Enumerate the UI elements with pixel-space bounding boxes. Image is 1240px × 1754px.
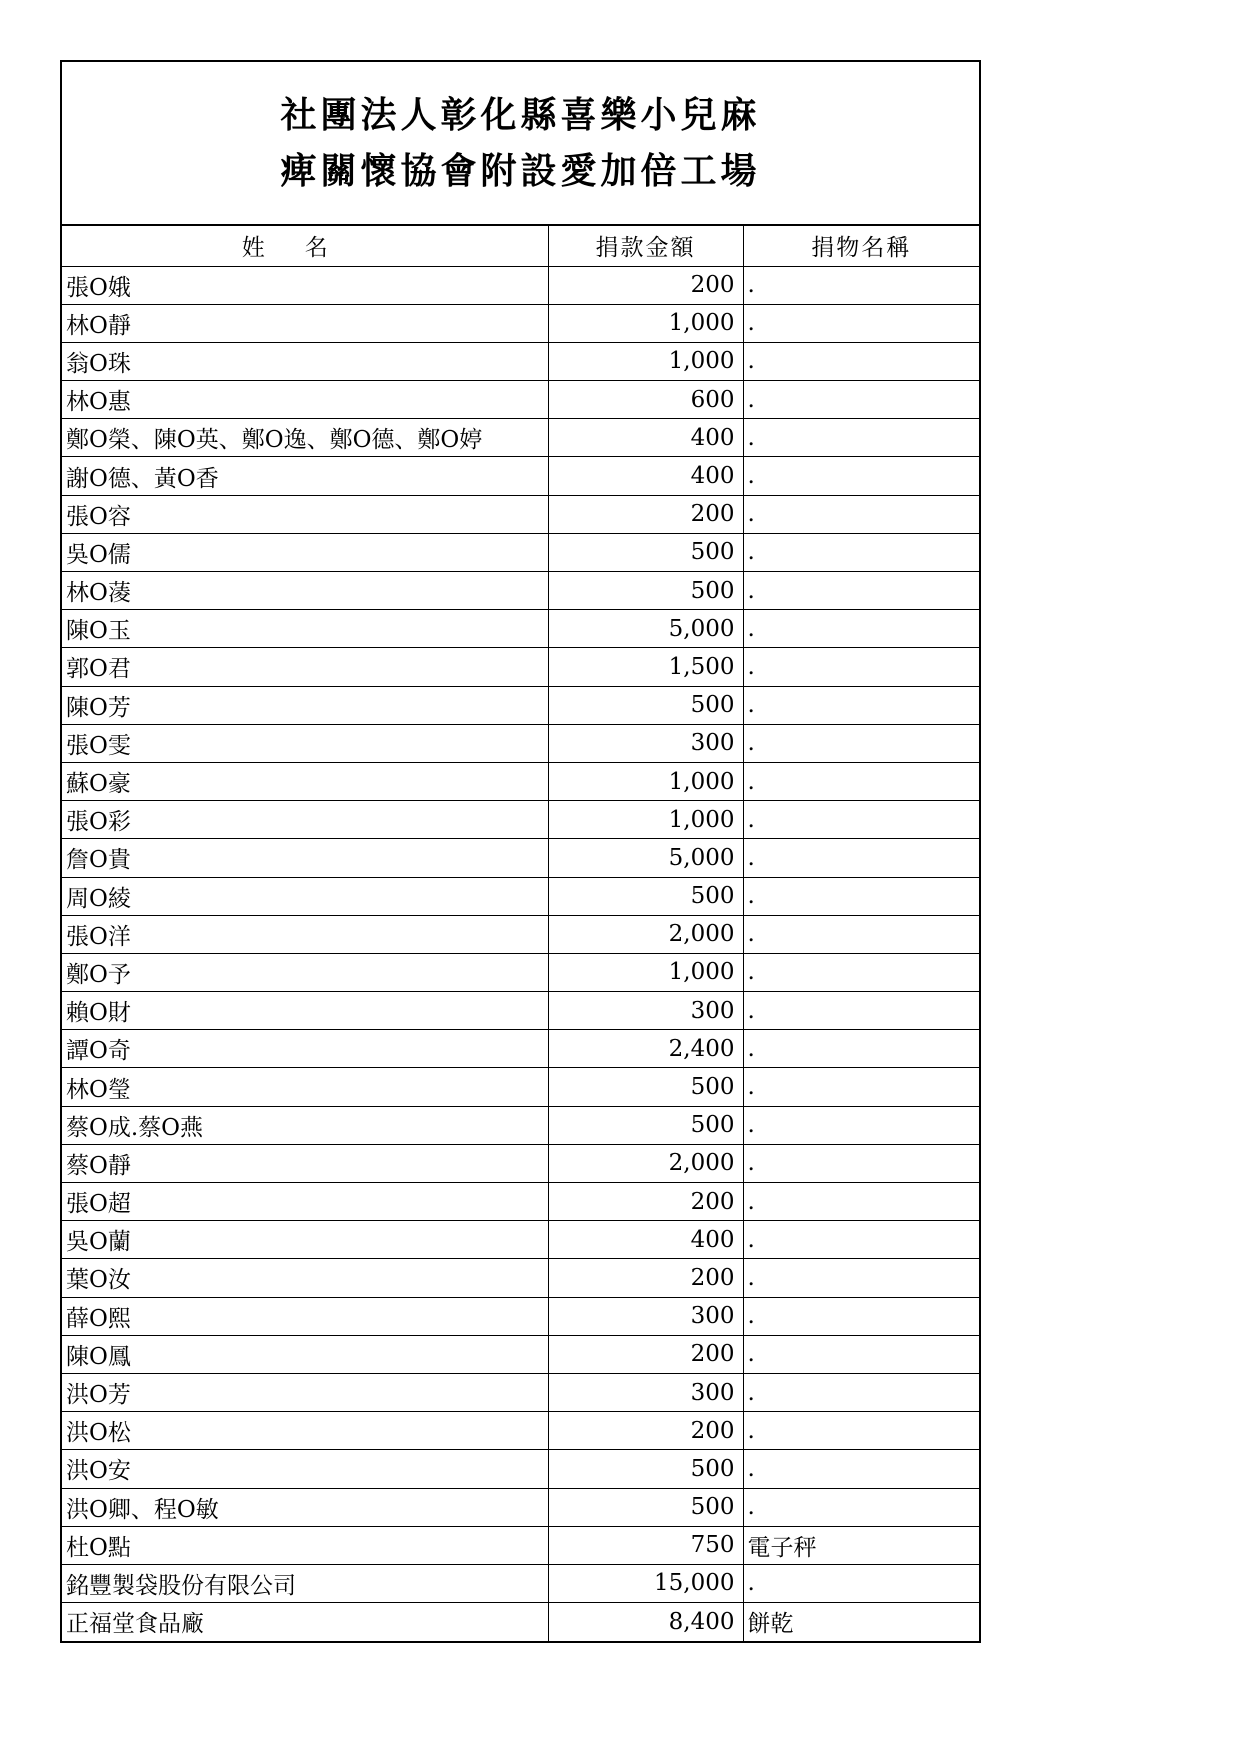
table-row <box>62 1068 979 1106</box>
donation-amount-cell: 200 <box>548 1183 743 1221</box>
table-row <box>62 953 979 991</box>
donated-item-cell: . <box>743 610 979 648</box>
column-header-name: 姓名 <box>62 226 548 266</box>
donor-name-cell: 張O雯 <box>62 724 548 762</box>
donor-name-cell: 洪O芳 <box>62 1373 548 1411</box>
table-row <box>62 1373 979 1411</box>
donor-name-cell: 張O彩 <box>62 801 548 839</box>
donor-name-cell: 譚O奇 <box>62 1030 548 1068</box>
donation-amount-cell: 1,000 <box>548 762 743 800</box>
donated-item-cell: . <box>743 1335 979 1373</box>
table-row <box>62 686 979 724</box>
donated-item-cell: . <box>743 762 979 800</box>
donated-item-cell: . <box>743 1450 979 1488</box>
table-header-row <box>62 226 979 266</box>
column-header-amount: 捐款金額 <box>548 226 743 266</box>
donation-amount-cell: 300 <box>548 724 743 762</box>
table-body <box>62 266 979 1641</box>
donation-amount-cell: 1,500 <box>548 648 743 686</box>
donated-item-cell: . <box>743 533 979 571</box>
donation-amount-cell: 500 <box>548 877 743 915</box>
table-row <box>62 1106 979 1144</box>
donated-item-cell: . <box>743 1030 979 1068</box>
table-row <box>62 648 979 686</box>
donation-amount-cell: 15,000 <box>548 1564 743 1602</box>
donor-name-cell: 周O綾 <box>62 877 548 915</box>
donation-amount-cell: 600 <box>548 381 743 419</box>
donor-name-cell: 洪O卿、程O敏 <box>62 1488 548 1526</box>
donated-item-cell: 餅乾 <box>743 1603 979 1641</box>
column-header-item: 捐物名稱 <box>743 226 979 266</box>
donated-item-cell: . <box>743 1144 979 1182</box>
donated-item-cell: . <box>743 915 979 953</box>
donated-item-cell: . <box>743 953 979 991</box>
donated-item-cell: . <box>743 572 979 610</box>
table-row <box>62 266 979 304</box>
table-row <box>62 724 979 762</box>
donated-item-cell: . <box>743 419 979 457</box>
donor-name-cell: 賴O財 <box>62 992 548 1030</box>
table-row <box>62 992 979 1030</box>
table-row <box>62 1183 979 1221</box>
table-row <box>62 533 979 571</box>
donor-name-cell: 薛O熙 <box>62 1297 548 1335</box>
donor-name-cell: 葉O汝 <box>62 1259 548 1297</box>
table-row <box>62 1335 979 1373</box>
donor-name-cell: 陳O芳 <box>62 686 548 724</box>
donation-amount-cell: 5,000 <box>548 610 743 648</box>
donated-item-cell: . <box>743 457 979 495</box>
donation-amount-cell: 750 <box>548 1526 743 1564</box>
table-row <box>62 762 979 800</box>
donor-name-cell: 洪O松 <box>62 1412 548 1450</box>
donor-name-cell: 鄭O予 <box>62 953 548 991</box>
donation-amount-cell: 2,400 <box>548 1030 743 1068</box>
table-row <box>62 1450 979 1488</box>
donated-item-cell: . <box>743 992 979 1030</box>
donated-item-cell: . <box>743 495 979 533</box>
title-line-2: 痺關懷協會附設愛加倍工場 <box>280 150 761 192</box>
donor-name-cell: 鄭O榮、陳O英、鄭O逸、鄭O德、鄭O婷 <box>62 419 548 457</box>
donor-name-cell: 杜O點 <box>62 1526 548 1564</box>
donor-name-cell: 林O惠 <box>62 381 548 419</box>
donation-amount-cell: 300 <box>548 1297 743 1335</box>
donor-name-cell: 陳O鳳 <box>62 1335 548 1373</box>
title-line-1: 社團法人彰化縣喜樂小兒麻 <box>280 94 761 136</box>
donor-name-cell: 林O靜 <box>62 304 548 342</box>
donation-amount-cell: 200 <box>548 1412 743 1450</box>
donor-name-cell: 吳O蘭 <box>62 1221 548 1259</box>
donated-item-cell: . <box>743 1412 979 1450</box>
table-row <box>62 1603 979 1641</box>
donation-amount-cell: 1,000 <box>548 304 743 342</box>
table-row <box>62 457 979 495</box>
table-row <box>62 1144 979 1182</box>
donor-name-cell: 蘇O豪 <box>62 762 548 800</box>
donor-name-cell: 正福堂食品廠 <box>62 1603 548 1641</box>
donation-amount-cell: 8,400 <box>548 1603 743 1641</box>
donor-name-cell: 張O洋 <box>62 915 548 953</box>
donation-amount-cell: 400 <box>548 1221 743 1259</box>
donation-amount-cell: 500 <box>548 533 743 571</box>
donor-name-cell: 張O容 <box>62 495 548 533</box>
donated-item-cell: . <box>743 381 979 419</box>
table-row <box>62 304 979 342</box>
donor-name-cell: 陳O玉 <box>62 610 548 648</box>
table-row <box>62 1412 979 1450</box>
donated-item-cell: . <box>743 1297 979 1335</box>
table-row <box>62 342 979 380</box>
donation-amount-cell: 300 <box>548 992 743 1030</box>
table-row <box>62 1030 979 1068</box>
table-row <box>62 572 979 610</box>
donation-amount-cell: 1,000 <box>548 342 743 380</box>
donation-amount-cell: 400 <box>548 419 743 457</box>
donated-item-cell: . <box>743 648 979 686</box>
table-row <box>62 495 979 533</box>
donation-amount-cell: 500 <box>548 1488 743 1526</box>
donor-name-cell: 謝O德、黃O香 <box>62 457 548 495</box>
donated-item-cell: 電子秤 <box>743 1526 979 1564</box>
donation-amount-cell: 500 <box>548 1068 743 1106</box>
donation-amount-cell: 500 <box>548 572 743 610</box>
donor-name-cell: 張O娥 <box>62 266 548 304</box>
donation-amount-cell: 2,000 <box>548 915 743 953</box>
donation-amount-cell: 500 <box>548 1106 743 1144</box>
table-row <box>62 801 979 839</box>
donor-name-cell: 詹O貴 <box>62 839 548 877</box>
donated-item-cell: . <box>743 686 979 724</box>
donated-item-cell: . <box>743 1373 979 1411</box>
table-row <box>62 1526 979 1564</box>
donation-amount-cell: 200 <box>548 1335 743 1373</box>
table-row <box>62 877 979 915</box>
donated-item-cell: . <box>743 839 979 877</box>
donor-name-cell: 翁O珠 <box>62 342 548 380</box>
donor-name-cell: 吳O儒 <box>62 533 548 571</box>
donation-table <box>62 226 979 1641</box>
donated-item-cell: . <box>743 1221 979 1259</box>
table-row <box>62 1488 979 1526</box>
donor-name-cell: 蔡O成.蔡O燕 <box>62 1106 548 1144</box>
donation-amount-cell: 200 <box>548 266 743 304</box>
table-row <box>62 1259 979 1297</box>
donated-item-cell: . <box>743 304 979 342</box>
table-row <box>62 419 979 457</box>
donation-amount-cell: 400 <box>548 457 743 495</box>
donor-name-cell: 郭O君 <box>62 648 548 686</box>
donation-amount-cell: 5,000 <box>548 839 743 877</box>
donation-amount-cell: 1,000 <box>548 801 743 839</box>
donated-item-cell: . <box>743 1106 979 1144</box>
table-row <box>62 1297 979 1335</box>
donated-item-cell: . <box>743 724 979 762</box>
donated-item-cell: . <box>743 1259 979 1297</box>
donated-item-cell: . <box>743 266 979 304</box>
donation-amount-cell: 500 <box>548 1450 743 1488</box>
table-row <box>62 839 979 877</box>
donor-name-cell: 林O蓤 <box>62 572 548 610</box>
donation-amount-cell: 2,000 <box>548 1144 743 1182</box>
donation-amount-cell: 200 <box>548 1259 743 1297</box>
donated-item-cell: . <box>743 1068 979 1106</box>
table-row <box>62 915 979 953</box>
donor-name-cell: 蔡O靜 <box>62 1144 548 1182</box>
donation-sheet <box>60 60 981 1643</box>
title-block <box>62 62 979 226</box>
table-row <box>62 1221 979 1259</box>
donated-item-cell: . <box>743 342 979 380</box>
donation-amount-cell: 300 <box>548 1373 743 1411</box>
donation-amount-cell: 1,000 <box>548 953 743 991</box>
donor-name-cell: 張O超 <box>62 1183 548 1221</box>
donation-amount-cell: 500 <box>548 686 743 724</box>
donated-item-cell: . <box>743 877 979 915</box>
donated-item-cell: . <box>743 1488 979 1526</box>
donated-item-cell: . <box>743 801 979 839</box>
donated-item-cell: . <box>743 1564 979 1602</box>
donor-name-cell: 銘豐製袋股份有限公司 <box>62 1564 548 1602</box>
donor-name-cell: 洪O安 <box>62 1450 548 1488</box>
table-row <box>62 381 979 419</box>
donation-amount-cell: 200 <box>548 495 743 533</box>
table-row <box>62 1564 979 1602</box>
donated-item-cell: . <box>743 1183 979 1221</box>
donor-name-cell: 林O瑩 <box>62 1068 548 1106</box>
table-row <box>62 610 979 648</box>
